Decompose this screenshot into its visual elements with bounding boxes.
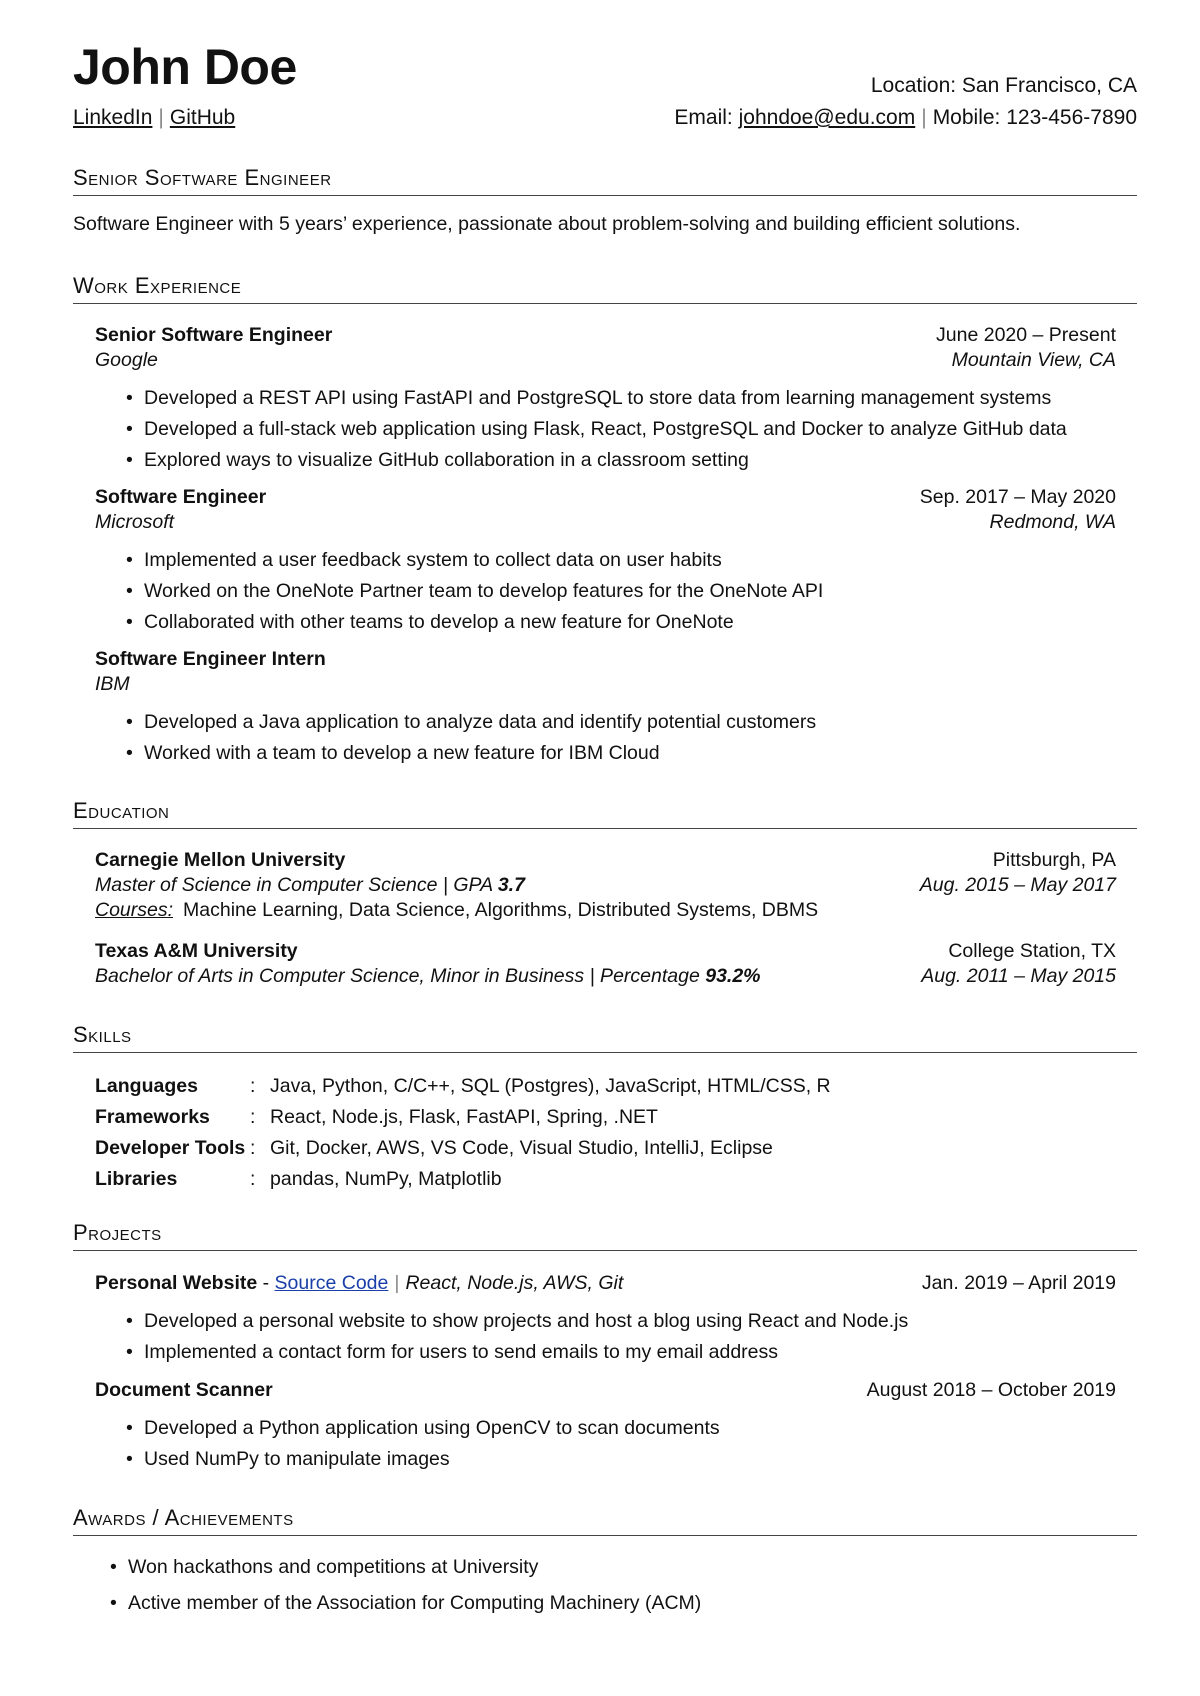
section-title-skills: Skills <box>73 1021 1137 1053</box>
project-header <box>95 1271 1116 1296</box>
job-role: Senior Software Engineer <box>95 324 333 346</box>
section-title-education: Education <box>73 797 1137 829</box>
school-degree <box>95 873 525 898</box>
degree-text: Master of Science in Computer Science | GPA <box>95 874 498 896</box>
job-header <box>95 323 1116 348</box>
degree-text: Bachelor of Arts in Computer Science, Minor in Business | Percentage <box>95 965 706 987</box>
email-link[interactable]: johndoe@edu.com <box>738 106 916 129</box>
project-bullets <box>115 1413 1115 1475</box>
skill-category: Frameworks <box>95 1106 210 1128</box>
list-item: • Developed a Python application using OpenCV to scan documents <box>115 1413 1115 1444</box>
school-degree <box>95 964 761 989</box>
skill-colon: : <box>250 1168 256 1190</box>
section-title-experience: Work Experience <box>73 272 1137 304</box>
skill-row <box>95 1164 831 1195</box>
skill-items: pandas, NumPy, Matplotlib <box>270 1168 502 1190</box>
list-item: • Collaborated with other teams to develop a new feature for OneNote <box>115 607 1115 638</box>
mobile-text: Mobile: 123-456-7890 <box>932 106 1137 129</box>
list-item: • Developed a Java application to analyze data and identify potential customers <box>115 707 1115 738</box>
skill-row <box>95 1071 831 1102</box>
list-item: • Won hackathons and competitions at University <box>100 1549 701 1585</box>
skill-category: Languages <box>95 1075 198 1097</box>
courses-list: Machine Learning, Data Science, Algorithms, Distributed Systems, DBMS <box>183 899 819 921</box>
skill-items: React, Node.js, Flask, FastAPI, Spring, .NET <box>270 1106 658 1128</box>
school-header <box>95 939 1116 964</box>
school-location: Pittsburgh, PA <box>992 849 1116 871</box>
list-item: • Developed a REST API using FastAPI and PostgreSQL to store data from learning management systems <box>115 383 1115 414</box>
degree-score: 3.7 <box>497 874 525 896</box>
project-dash: - <box>257 1272 275 1294</box>
skill-colon: : <box>250 1137 256 1159</box>
project-dates: Jan. 2019 – April 2019 <box>921 1272 1116 1294</box>
list-item: • Worked on the OneNote Partner team to develop features for the OneNote API <box>115 576 1115 607</box>
skill-category: Libraries <box>95 1168 178 1190</box>
project-tech: React, Node.js, AWS, Git <box>405 1272 624 1294</box>
job-header <box>95 647 1116 672</box>
school-subheader <box>95 964 1116 989</box>
job-company: Google <box>95 349 158 371</box>
job-bullets <box>115 545 1115 638</box>
school-dates: Aug. 2011 – May 2015 <box>921 965 1116 987</box>
skill-items: Java, Python, C/C++, SQL (Postgres), JavaScript, HTML/CSS, R <box>270 1075 831 1097</box>
project-separator: | <box>394 1272 400 1294</box>
linkedin-link[interactable]: LinkedIn <box>73 106 153 129</box>
source-code-link[interactable]: Source Code <box>274 1272 389 1294</box>
project-dates: August 2018 – October 2019 <box>866 1379 1116 1401</box>
school-name: Texas A&M University <box>95 940 298 962</box>
school-name: Carnegie Mellon University <box>95 849 346 871</box>
section-title-projects: Projects <box>73 1219 1137 1251</box>
job-bullets <box>115 383 1115 476</box>
job-dates: June 2020 – Present <box>936 324 1116 346</box>
awards-list <box>100 1549 701 1621</box>
job-header <box>95 485 1116 510</box>
project-bullets <box>115 1306 1115 1368</box>
list-item: • Active member of the Association for Computing Machinery (ACM) <box>100 1585 701 1621</box>
job-role: Software Engineer Intern <box>95 648 326 670</box>
job-dates: Sep. 2017 – May 2020 <box>919 486 1116 508</box>
job-subheader <box>95 348 1116 373</box>
job-bullets <box>115 707 1115 769</box>
project-header <box>95 1378 1116 1403</box>
project-title-line <box>95 1271 623 1296</box>
job-company: IBM <box>95 673 130 695</box>
candidate-name: John Doe <box>73 39 297 95</box>
degree-score: 93.2% <box>705 965 761 987</box>
job-company: Microsoft <box>95 511 175 533</box>
job-location: Redmond, WA <box>989 511 1116 533</box>
summary-text: Software Engineer with 5 years’ experience, passionate about problem-solving and building efficient solutions. <box>73 213 1021 235</box>
project-name: Personal Website <box>95 1272 258 1294</box>
skill-items: Git, Docker, AWS, VS Code, Visual Studio, IntelliJ, Eclipse <box>270 1137 773 1159</box>
skill-row <box>95 1102 831 1133</box>
skill-row <box>95 1133 831 1164</box>
link-separator: | <box>158 106 164 129</box>
job-subheader <box>95 672 1116 697</box>
section-title-summary: Senior Software Engineer <box>73 164 1137 196</box>
profile-links <box>73 106 235 130</box>
school-dates: Aug. 2015 – May 2017 <box>919 874 1116 896</box>
section-title-awards: Awards / Achievements <box>73 1504 1137 1536</box>
skills-table <box>95 1071 831 1195</box>
location-text: Location: San Francisco, CA <box>870 74 1137 97</box>
list-item: • Used NumPy to manipulate images <box>115 1444 1115 1475</box>
school-subheader <box>95 873 1116 898</box>
school-courses <box>95 898 1116 923</box>
email-label: Email: <box>674 106 733 129</box>
skill-colon: : <box>250 1075 256 1097</box>
courses-label: Courses: <box>95 899 174 921</box>
list-item: • Developed a full-stack web application using Flask, React, PostgreSQL and Docker to analyze GitHub data <box>115 414 1115 445</box>
list-item: • Developed a personal website to show projects and host a blog using React and Node.js <box>115 1306 1115 1337</box>
school-header <box>95 848 1116 873</box>
github-link[interactable]: GitHub <box>169 106 236 129</box>
project-name: Document Scanner <box>95 1379 273 1401</box>
school-location: College Station, TX <box>948 940 1116 962</box>
job-location: Mountain View, CA <box>951 349 1116 371</box>
contact-separator: | <box>921 106 927 129</box>
list-item: • Worked with a team to develop a new feature for IBM Cloud <box>115 738 1115 769</box>
list-item: • Implemented a contact form for users to send emails to my email address <box>115 1337 1115 1368</box>
skill-colon: : <box>250 1106 256 1128</box>
list-item: • Implemented a user feedback system to collect data on user habits <box>115 545 1115 576</box>
skill-category: Developer Tools <box>95 1137 246 1159</box>
list-item: • Explored ways to visualize GitHub collaboration in a classroom setting <box>115 445 1115 476</box>
job-subheader <box>95 510 1116 535</box>
contact-line <box>674 106 1137 130</box>
job-role: Software Engineer <box>95 486 267 508</box>
